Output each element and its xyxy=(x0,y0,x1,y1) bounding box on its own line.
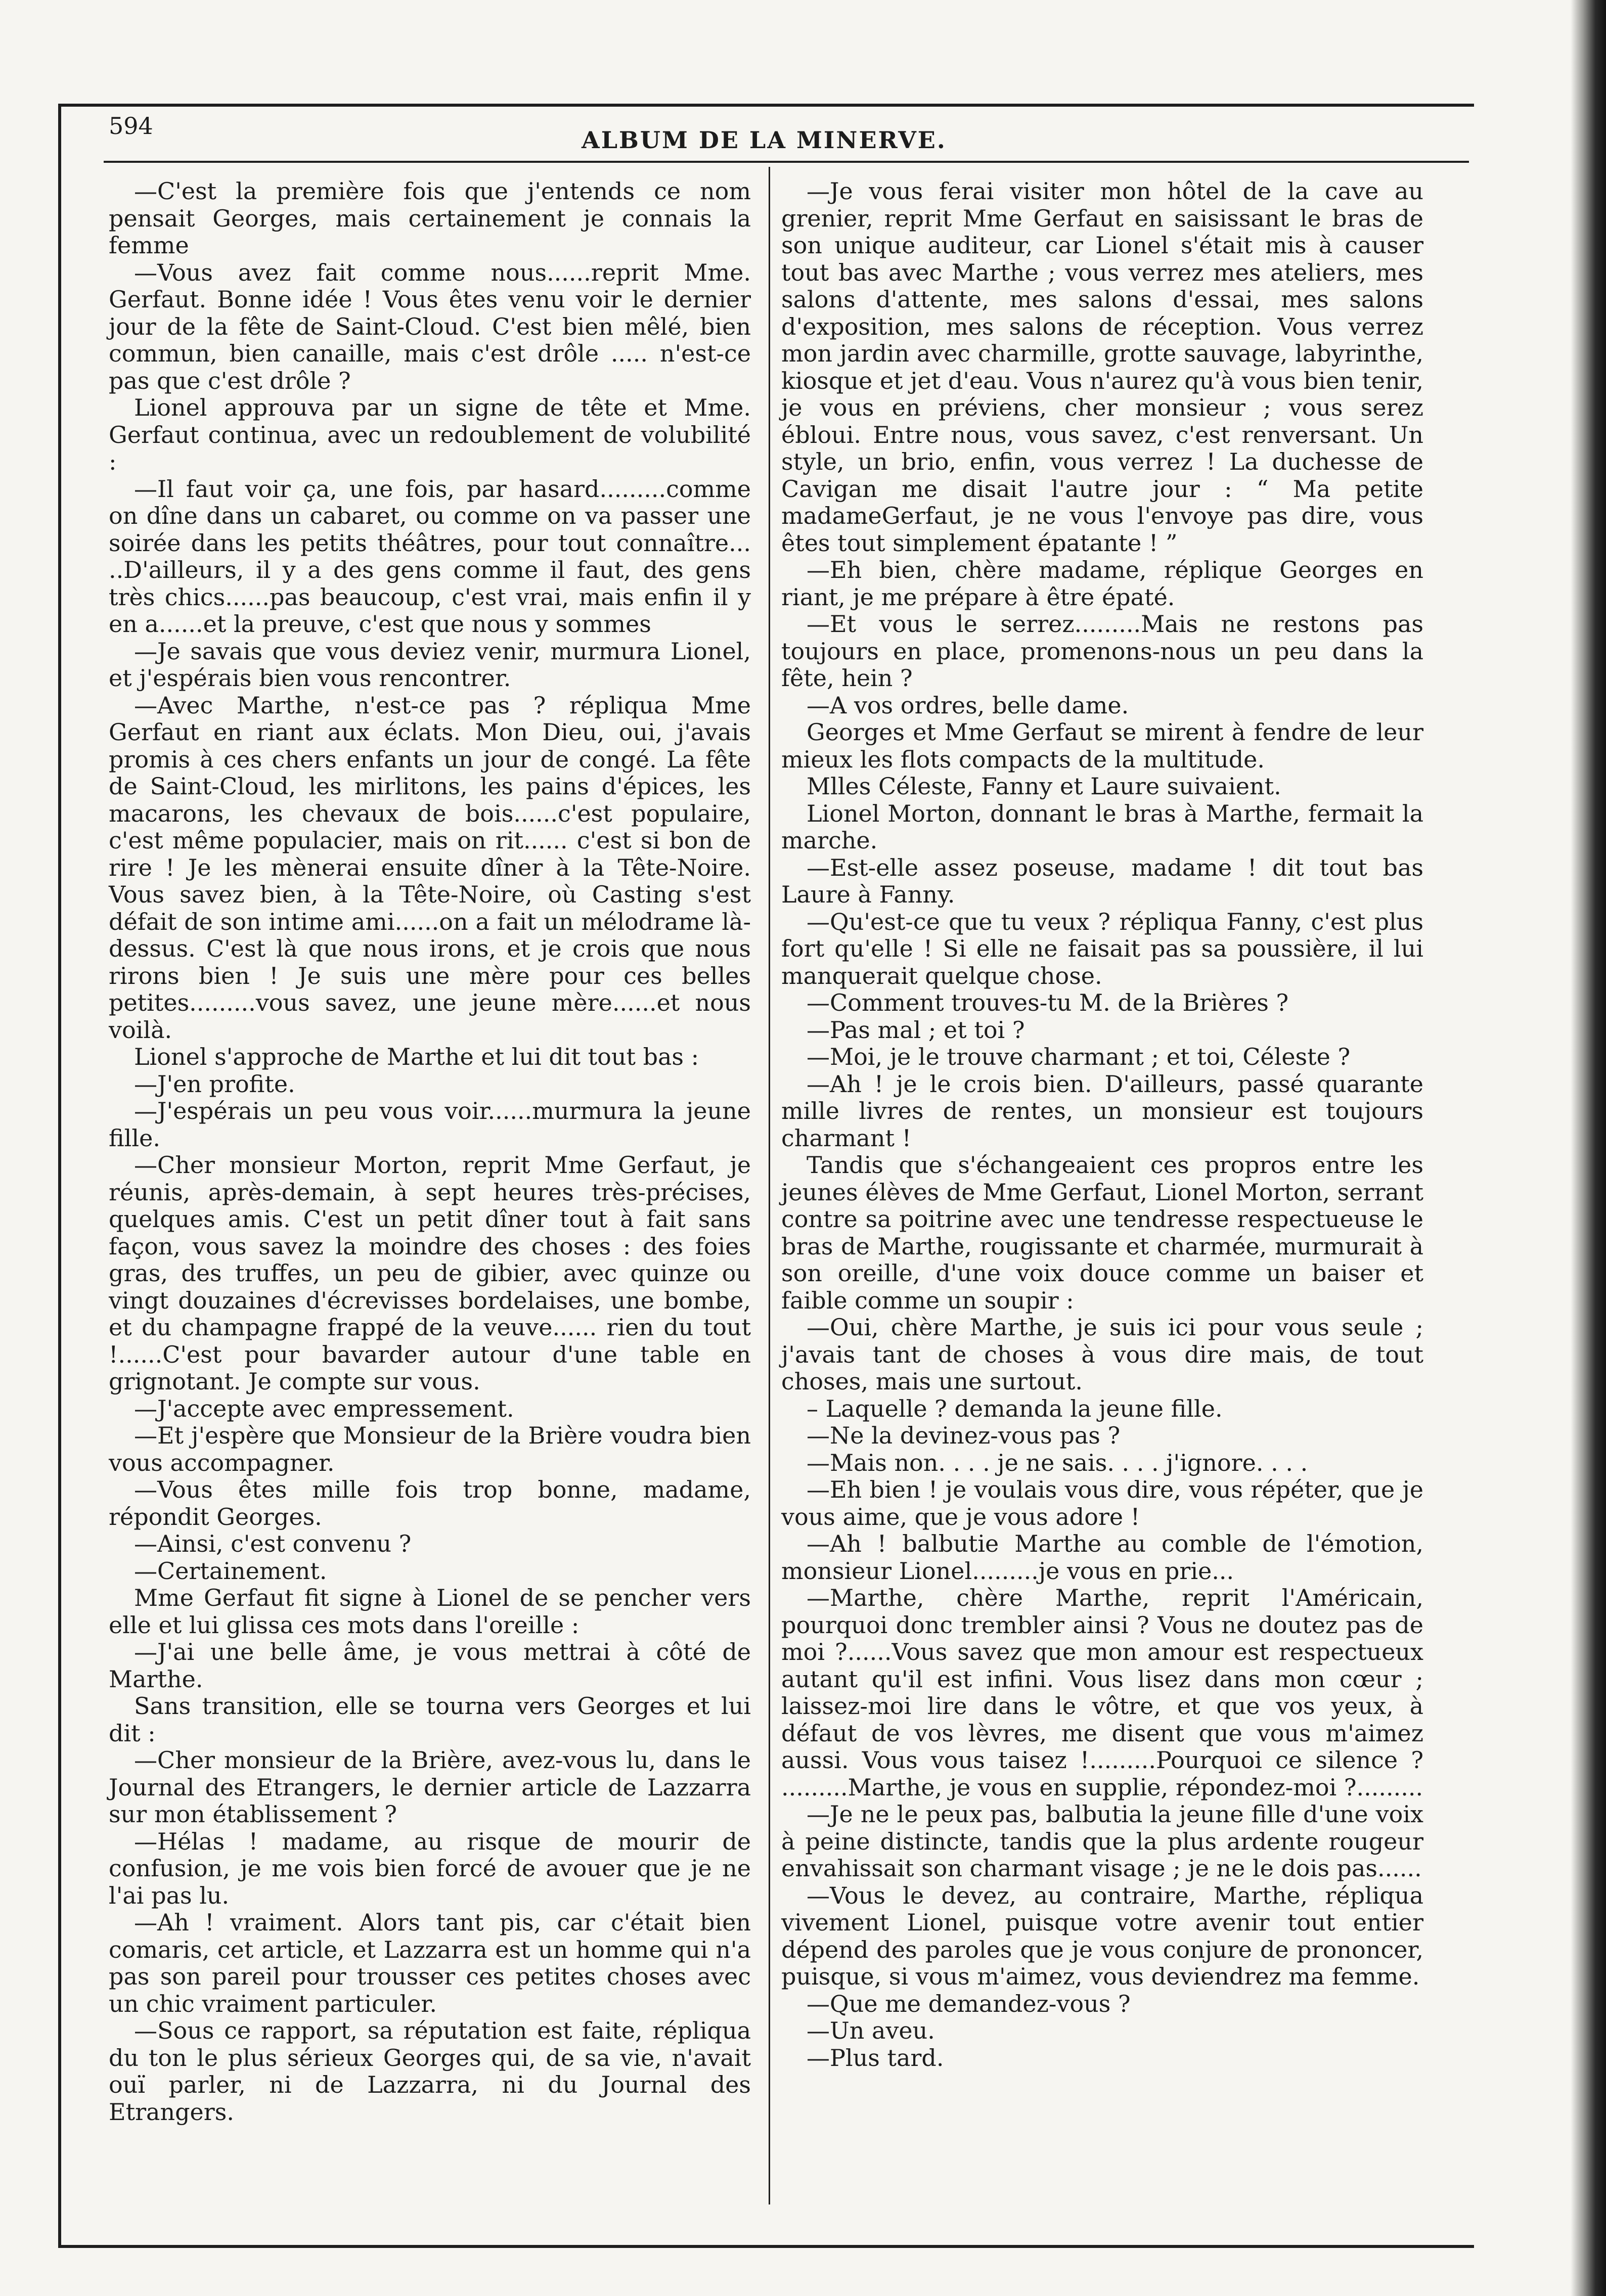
paragraph: —Vous le devez, au contraire, Marthe, répliqua vivement Lionel, puisque votre avenir tout entier dépend des paroles que je vous conjure de prononcer, puisque, si vous m'aimez, vous deviendrez ma femme. xyxy=(781,1881,1423,1990)
paragraph: —Marthe, chère Marthe, reprit l'Américain, pourquoi donc trembler ainsi ? Vous ne doutez pas de moi ?......Vous savez que mon amour est respectueux autant qu'il est infini. Vous lisez dans mon cœur ; laissez-moi lire dans le vôtre, et que vos yeux, à défaut de vos lèvres, me disent que vous m'aimez aussi. Vous vous taisez !.........Pourquoi ce silence ? .........Marthe, je vous en supplie, répondez-moi ?......... xyxy=(781,1584,1423,1801)
paragraph: —Mais non. . . . je ne sais. . . . j'ignore. . . . xyxy=(807,1449,1308,1476)
page-number: 594 xyxy=(109,112,153,140)
paragraph: Mlles Céleste, Fanny et Laure suivaient. xyxy=(807,773,1281,800)
paragraph: Lionel s'approche de Marthe et lui dit tout bas : xyxy=(134,1043,699,1070)
paragraph: —C'est la première fois que j'entends ce nom pensait Georges, mais certainement je connais la femme xyxy=(109,177,751,259)
paragraph: —Est-elle assez poseuse, madame ! dit tout bas Laure à Fanny. xyxy=(781,853,1423,908)
paragraph: Lionel approuva par un signe de tête et Mme. Gerfaut continua, avec un redoublement de volubilité : xyxy=(109,394,751,475)
paragraph: —Moi, je le trouve charmant ; et toi, Céleste ? xyxy=(807,1043,1351,1070)
paragraph: —Oui, chère Marthe, je suis ici pour vous seule ; j'avais tant de choses à vous dire mais, de tout choses, mais une surtout. xyxy=(781,1314,1423,1395)
page-edge-shadow xyxy=(1571,0,1606,2296)
paragraph: Sans transition, elle se tourna vers Georges et lui dit : xyxy=(109,1692,751,1747)
paragraph: —Ne la devinez-vous pas ? xyxy=(807,1422,1121,1449)
paragraph: —Certainement. xyxy=(134,1557,327,1585)
paragraph: —Eh bien, chère madame, réplique Georges en riant, je me prépare à être épaté. xyxy=(781,556,1423,611)
paragraph: —Pas mal ; et toi ? xyxy=(807,1016,1025,1044)
paragraph: —Ah ! je le crois bien. D'ailleurs, passé quarante mille livres de rentes, un monsieur est toujours charmant ! xyxy=(781,1070,1423,1152)
paragraph: —Cher monsieur Morton, reprit Mme Gerfaut, je réunis, après-demain, à sept heures très-précises, quelques amis. C'est un petit dîner tout à fait sans façon, vous savez la moindre des choses : des foies gras, des truffes, un peu de gibier, avec quinze ou vingt douzaines d'écrevisses bordelaises, une bombe, et du champagne frappé de la veuve...... rien du tout !......C'est pour bavarder autour d'une table en grignotant. Je compte sur vous. xyxy=(109,1151,751,1395)
paragraph: Georges et Mme Gerfaut se mirent à fendre de leur mieux les flots compacts de la multitude. xyxy=(781,718,1423,773)
frame-top-rule xyxy=(58,104,1474,107)
paragraph: —Sous ce rapport, sa réputation est faite, répliqua du ton le plus sérieux Georges qui, de sa vie, n'avait ouï parler, ni de Lazzarra, ni du Journal des Etrangers. xyxy=(109,2017,751,2126)
paragraph: —Je savais que vous deviez venir, murmura Lionel, et j'espérais bien vous rencontrer. xyxy=(109,637,751,692)
paragraph: —Vous êtes mille fois trop bonne, madame, répondit Georges. xyxy=(109,1476,751,1530)
paragraph: —J'ai une belle âme, je vous mettrai à côté de Marthe. xyxy=(109,1638,751,1693)
paragraph: —Plus tard. xyxy=(807,2044,944,2072)
paragraph: —Vous avez fait comme nous......reprit Mme. Gerfaut. Bonne idée ! Vous êtes venu voir le dernier jour de la fête de Saint-Cloud. C'est bien mêlé, bien commun, bien canaille, mais c'est drôle ..... n'est-ce pas que c'est drôle ? xyxy=(109,258,751,394)
paragraph: —Ainsi, c'est convenu ? xyxy=(134,1530,412,1557)
running-title: ALBUM DE LA MINERVE. xyxy=(582,126,947,154)
frame-left-rule xyxy=(58,104,61,2247)
column-divider xyxy=(769,167,770,2204)
paragraph: —J'en profite. xyxy=(134,1070,295,1098)
paragraph: —Je vous ferai visiter mon hôtel de la cave au grenier, reprit Mme Gerfaut en saisissant le bras de son unique auditeur, car Lionel s'était mis à causer tout bas avec Marthe ; vous verrez mes ateliers, mes salons d'attente, mes salons d'essai, mes salons d'exposition, mes salons de réception. Vous verrez mon jardin avec charmille, grotte sauvage, labyrinthe, kiosque et jet d'eau. Vous n'aurez qu'à vous bien tenir, je vous en préviens, cher monsieur ; vous serez ébloui. Entre nous, vous savez, c'est renversant. Un style, un brio, enfin, vous verrez ! La duchesse de Cavigan me disait l'autre jour : “ Ma petite madameGerfaut, je ne vous l'envoye pas dire, vous êtes tout simplement épatante ! ” xyxy=(781,177,1423,557)
paragraph: —Et vous le serrez.........Mais ne restons pas toujours en place, promenons-nous un peu dans la fête, hein ? xyxy=(781,610,1423,692)
paragraph: —J'accepte avec empressement. xyxy=(134,1394,514,1422)
paragraph: —J'espérais un peu vous voir......murmura la jeune fille. xyxy=(109,1097,751,1152)
paragraph: —Ah ! vraiment. Alors tant pis, car c'était bien comaris, cet article, et Lazzarra est un homme qui n'a pas son pareil pour trousser ces petites choses avec un chic vraiment particuler. xyxy=(109,1909,751,2017)
text-column-right xyxy=(781,178,1423,2072)
paragraph: —A vos ordres, belle dame. xyxy=(807,691,1129,719)
paragraph: —Un aveu. xyxy=(807,2017,935,2044)
paragraph: —Il faut voir ça, une fois, par hasard.........comme on dîne dans un cabaret, ou comme on va passer une soirée dans les petits théâtres, pour tout connaître... ..D'ailleurs, il y a des gens comme il faut, des gens très chics......pas beaucoup, c'est vrai, mais enfin il y en a......et la preuve, c'est que nous y sommes xyxy=(109,475,751,638)
paragraph: —Cher monsieur de la Brière, avez-vous lu, dans le Journal des Etrangers, le dernier article de Lazzarra sur mon établissement ? xyxy=(109,1746,751,1828)
paragraph: —Et j'espère que Monsieur de la Brière voudra bien vous accompagner. xyxy=(109,1422,751,1476)
paragraph: Tandis que s'échangeaient ces propros entre les jeunes élèves de Mme Gerfaut, Lionel Morton, serrant contre sa poitrine avec une tendresse respectueuse le bras de Marthe, rougissante et charmée, murmurait à son oreille, d'une voix douce comme un baiser et faible comme un soupir : xyxy=(781,1151,1423,1314)
paragraph: Lionel Morton, donnant le bras à Marthe, fermait la marche. xyxy=(781,799,1423,854)
paragraph: —Hélas ! madame, au risque de mourir de confusion, je me vois bien forcé de avouer que je ne l'ai pas lu. xyxy=(109,1827,751,1909)
paragraph: —Eh bien ! je voulais vous dire, vous répéter, que je vous aime, que je vous adore ! xyxy=(781,1476,1423,1530)
paragraph: —Ah ! balbutie Marthe au comble de l'émotion, monsieur Lionel.........je vous en prie... xyxy=(781,1530,1423,1585)
paragraph: —Que me demandez-vous ? xyxy=(807,1990,1131,2017)
paragraph: – Laquelle ? demanda la jeune fille. xyxy=(807,1394,1223,1422)
header-rule xyxy=(104,161,1469,163)
paragraph: —Je ne le peux pas, balbutia la jeune fille d'une voix à peine distincte, tandis que la plus ardente rougeur envahissait son charmant visage ; je ne le dois pas...... xyxy=(781,1800,1423,1882)
text-column-left xyxy=(109,178,751,2126)
paragraph: —Avec Marthe, n'est-ce pas ? répliqua Mme Gerfaut en riant aux éclats. Mon Dieu, oui, j'avais promis à ces chers enfants un jour de congé. La fête de Saint-Cloud, les mirlitons, les pains d'épices, les macarons, les chevaux de bois......c'est populaire, c'est même populacier, mais on rit...... c'est si bon de rire ! Je les mènerai ensuite dîner à la Tête-Noire. Vous savez bien, à la Tête-Noire, où Casting s'est défait de son intime ami......on a fait un mélodrame là-dessus. C'est là que nous irons, et je crois que nous rirons bien ! Je suis une mère pour ces belles petites.........vous savez, une jeune mère......et nous voilà. xyxy=(109,691,751,1044)
paragraph: —Qu'est-ce que tu veux ? répliqua Fanny, c'est plus fort qu'elle ! Si elle ne faisait pas sa poussière, il lui manquerait quelque chose. xyxy=(781,908,1423,989)
paragraph: Mme Gerfaut fit signe à Lionel de se pencher vers elle et lui glissa ces mots dans l'oreille : xyxy=(109,1584,751,1639)
paragraph: —Comment trouves-tu M. de la Brières ? xyxy=(807,989,1289,1016)
frame-bottom-rule xyxy=(58,2245,1474,2248)
